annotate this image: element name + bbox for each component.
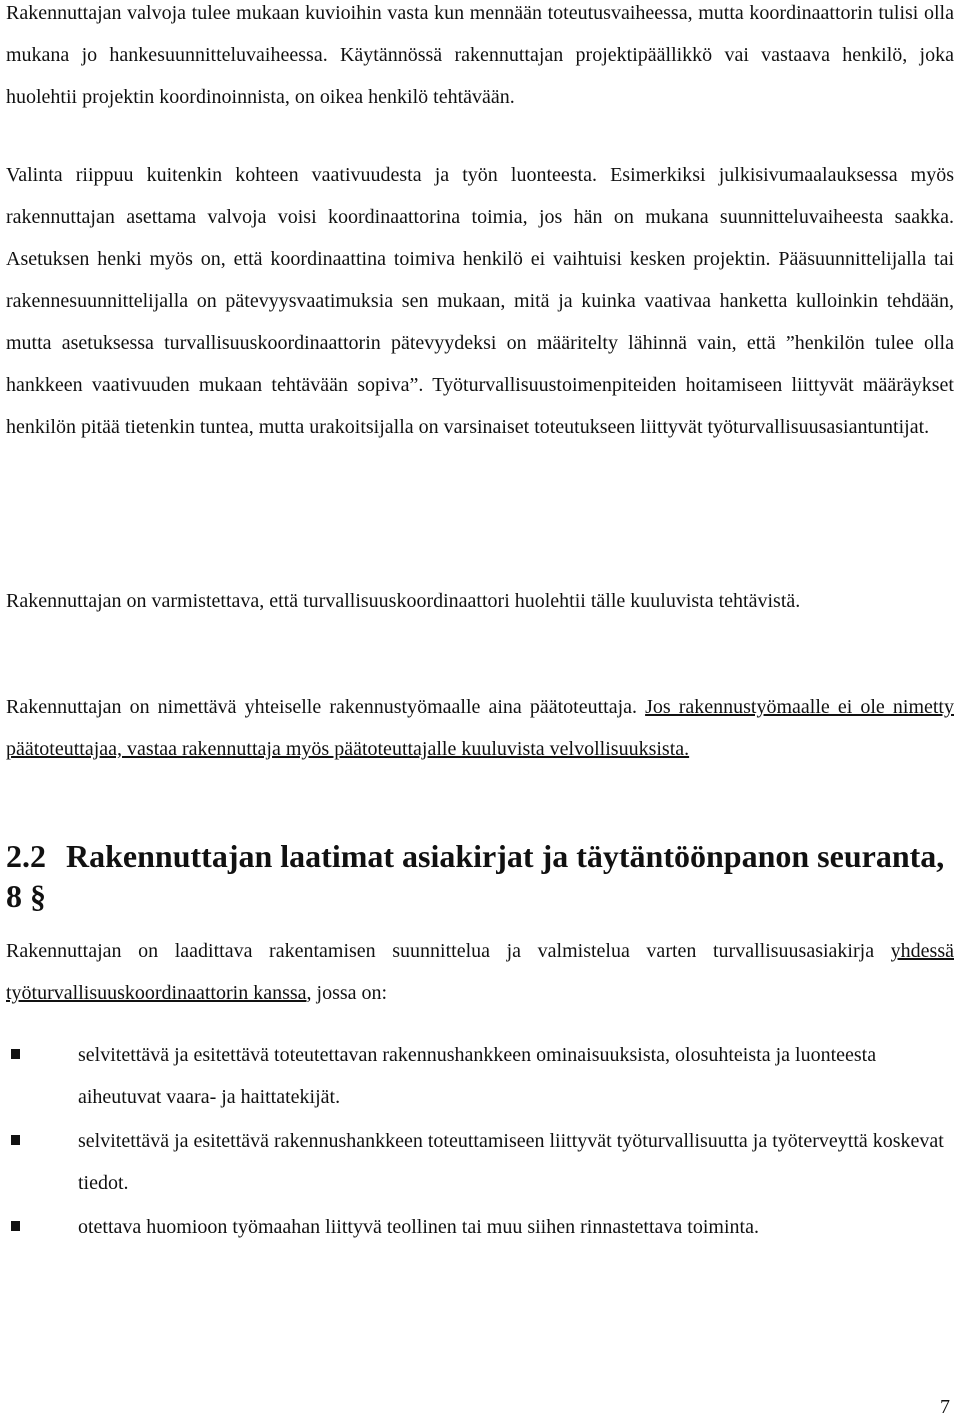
underlined-text: Jos rakennustyömaalle ei ole nimetty päätoteuttajaa, vastaa rakennuttaja myös päätoteuttajalle kuuluvista velvollisuuksista. [6,696,954,760]
list-item [0,1034,948,1118]
paragraph-text: Rakennuttajan on nimettävä yhteiselle rakennustyömaalle aina päätoteuttaja. [6,696,646,718]
section-heading [6,836,956,916]
paragraph-text: Rakennuttajan valvoja tulee mukaan kuvioihin vasta kun mennään toteutusvaiheessa, mutta koordinaattorin tulisi olla mukana jo hankesuunnitteluvaiheessa. Käytännössä rakennuttajan projektipäällikkö vai vastaava henkilö, joka huolehtii projektin koordinoinnista, on oikea henkilö tehtävään. [6,2,954,108]
list-item [0,1120,948,1204]
page-number: 7 [940,1396,950,1418]
list-item [0,1206,948,1248]
bullet-list [0,1034,960,1250]
paragraph-text: Rakennuttajan on varmistettava, että turvallisuuskoordinaattori huolehtii tälle kuuluvista tehtävistä. [6,590,801,612]
paragraph-selection-criteria [6,154,954,448]
section-title: Rakennuttajan laatimat asiakirjat ja täytäntöönpanon seuranta, 8 § [6,838,945,914]
paragraph-text: Rakennuttajan on laadittava rakentamisen suunnittelua ja valmistelua varten turvallisuusasiakirja [6,940,891,962]
square-bullet-icon [11,1135,20,1145]
paragraph-safety-document [6,930,954,1014]
underlined-text: yhdessä työturvallisuuskoordinaattorin kanssa [6,940,954,1004]
list-item-text: selvitettävä ja esitettävä toteutettavan rakennushankkeen ominaisuuksista, olosuhteista ja luonteesta aiheutuvat vaara- ja haittatekijät. [78,1044,877,1108]
paragraph-text-end: , jossa on: [306,982,388,1004]
square-bullet-icon [11,1221,20,1231]
list-item-text: selvitettävä ja esitettävä rakennushankkeen toteuttamiseen liittyvät työturvallisuutta ja työterveyttä koskevat tiedot. [78,1130,944,1194]
square-bullet-icon [11,1049,20,1059]
paragraph-text: Valinta riippuu kuitenkin kohteen vaativuudesta ja työn luonteesta. Esimerkiksi julkisivumaalauksessa myös rakennuttajan asettama valvoja voisi koordinaattorina toimia, jos hän on mukana suunnitteluvaiheesta saakka. Asetuksen henki myös on, että koordinaattina toimiva henkilö ei vaihtuisi kesken projektin. Pääsuunnittelijalla tai rakennesuunnittelijalla on pätevyysvaatimuksia sen mukaan, mitä ja kuinka vaativaa hanketta kulloinkin tehdään, mutta asetuksessa turvallisuuskoordinaattorin pätevyydeksi on määritelty lähinnä vain, että ”henkilön tulee olla hankkeen vaativuuden mukaan tehtävään sopiva”. Työturvallisuustoimenpiteiden hoitamiseen liittyvät määräykset henkilön pitää tietenkin tuntea, mutta urakoitsijalla on varsinaiset toteutukseen liittyvät työturvallisuusasiantuntijat. [6,164,954,438]
paragraph-coordinator-timing [6,0,954,118]
paragraph-main-implementer [6,686,954,770]
list-item-text: otettava huomioon työmaahan liittyvä teollinen tai muu siihen rinnastettava toiminta. [78,1216,759,1238]
section-number: 2.2 [6,838,46,874]
paragraph-client-duty [6,580,954,622]
